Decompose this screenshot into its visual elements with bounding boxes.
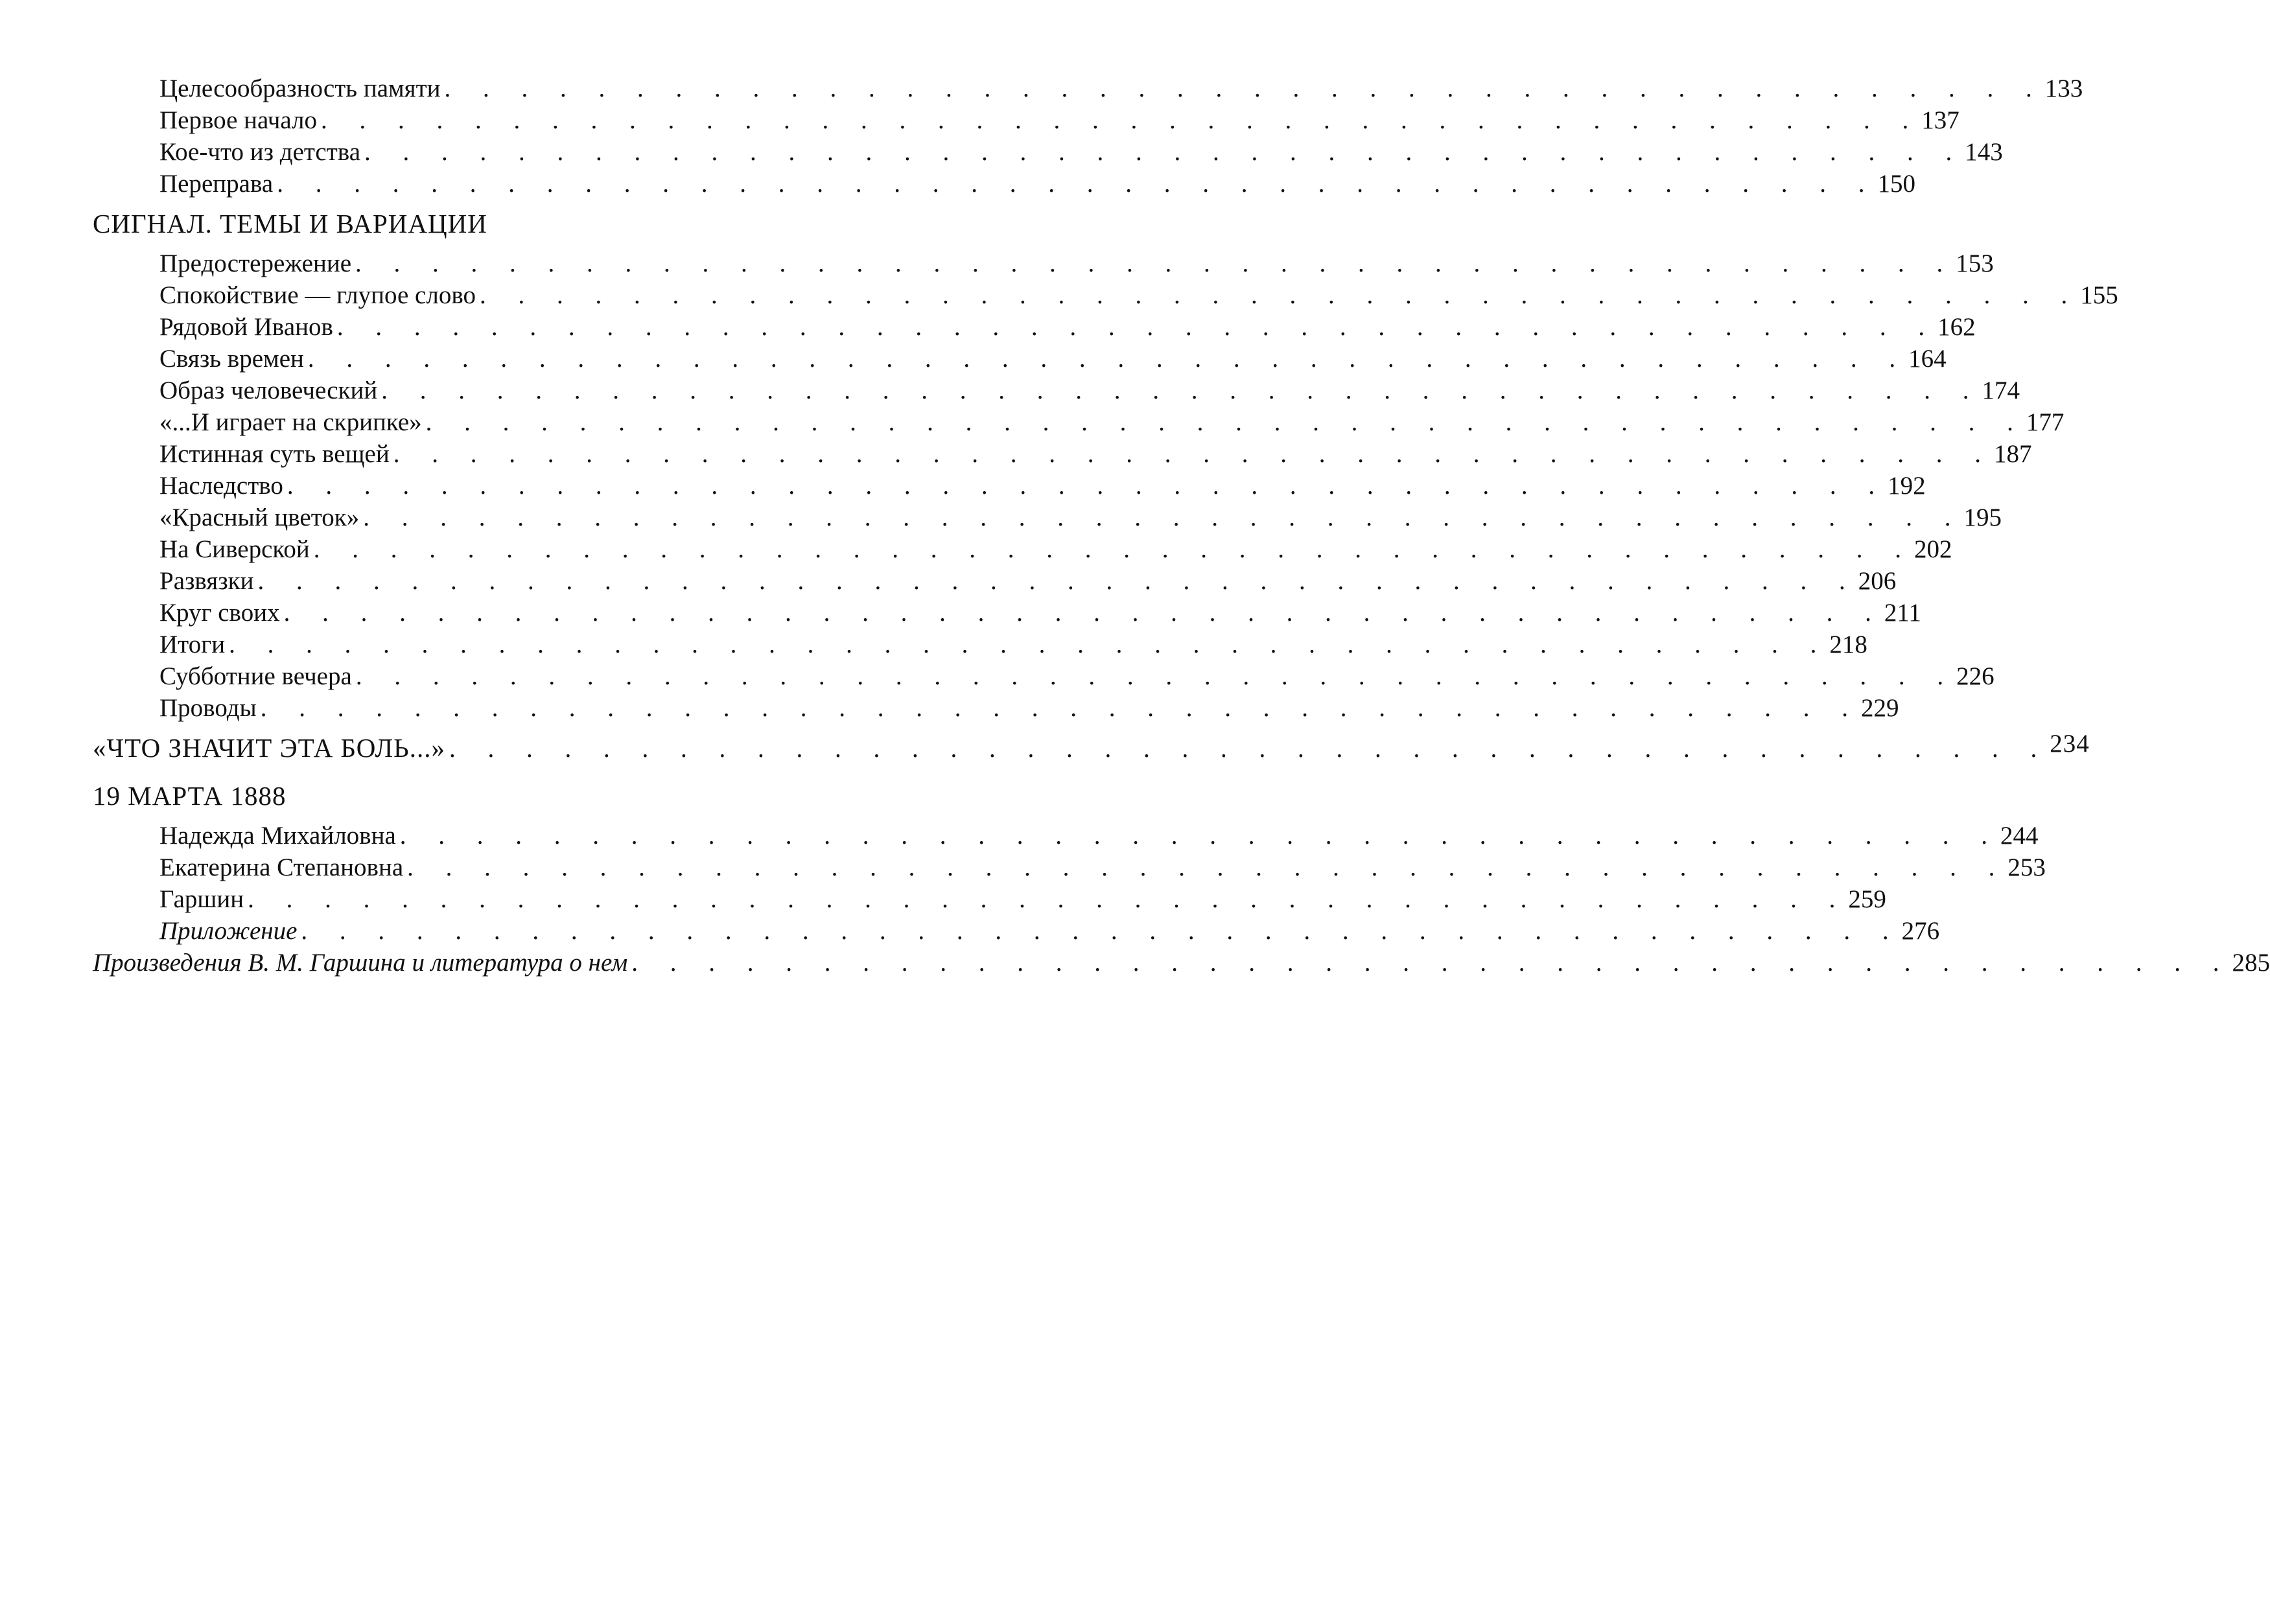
- toc-leader: . . . . . . . . . . . . . . . . . . . . . . . . . . . . . . . . . . . . . . . . . .: [381, 377, 1982, 404]
- toc-leader: . . . . . . . . . . . . . . . . . . . . . . . . . . . . . . . . . . . . . . . . . .: [631, 949, 2232, 977]
- toc-entry: [93, 597, 1921, 629]
- toc-page-number: 253: [2007, 853, 2046, 881]
- section-heading-title: СИГНАЛ. ТЕМЫ И ВАРИАЦИИ: [93, 209, 487, 238]
- toc-entry: [93, 660, 1995, 692]
- toc-entry-title: «Красный цветок»: [159, 504, 360, 531]
- toc-leader: . . . . . . . . . . . . . . . . . . . . . . . . . . . . . . . . . . . . . . . . . .: [355, 662, 1957, 690]
- toc-entry-title: На Сиверской: [159, 535, 310, 563]
- toc-entry-title: Итоги: [159, 631, 226, 658]
- toc-entry-title: Гаршин: [159, 885, 244, 913]
- toc-entry: [93, 438, 2032, 470]
- toc-page-number: 174: [1982, 377, 2020, 404]
- toc-leader: . . . . . . . . . . . . . . . . . . . . . . . . . . . . . . . . . . . . . . . . . .: [425, 408, 2026, 436]
- toc-page-number: 244: [2000, 822, 2039, 850]
- toc-entry: [93, 104, 1960, 136]
- toc-leader: . . . . . . . . . . . . . . . . . . . . . . . . . . . . . . . . . . . . . . . . . .: [444, 75, 2045, 102]
- toc-page-number: 202: [1914, 535, 1952, 563]
- toc-page-number: 234: [2050, 730, 2090, 758]
- toc-leader: . . . . . . . . . . . . . . . . . . . . . . . . . . . . . . . . . . . . . . . . . .: [399, 822, 2000, 850]
- toc-entry-title: Екатерина Степановна: [159, 853, 404, 881]
- toc-entry-title: Истинная суть вещей: [159, 440, 390, 468]
- toc-entry: [93, 820, 2039, 852]
- toc-entry-title: Круг своих: [159, 599, 280, 627]
- toc-leader: . . . . . . . . . . . . . . . . . . . . . . . . . . . . . . . . . . . . . . . . . .: [313, 535, 1915, 563]
- toc-entry-title: Наследство: [159, 472, 283, 500]
- toc-page-number: 195: [1963, 504, 2002, 531]
- toc-page-number: 218: [1829, 631, 1867, 658]
- toc-entry: [93, 279, 2118, 311]
- section-heading-title: 19 МАРТА 1888: [93, 781, 287, 811]
- toc-leader: . . . . . . . . . . . . . . . . . . . . . . . . . . . . . . . . . . . . . . . . . .: [257, 567, 1858, 595]
- toc-entry-title: Связь времен: [159, 345, 304, 373]
- toc-page-number: 155: [2080, 281, 2118, 309]
- section-heading: [93, 200, 994, 248]
- table-of-contents: [93, 73, 2270, 979]
- toc-leader: . . . . . . . . . . . . . . . . . . . . . . . . . . . . . . . . . . . . . . . . . .: [336, 313, 1938, 341]
- toc-entry-title: Субботние вечера: [159, 662, 352, 690]
- toc-entry: [93, 311, 1976, 343]
- toc-entry-title: «...И играет на скрипке»: [159, 408, 422, 436]
- toc-page-number: 137: [1921, 106, 1960, 134]
- toc-leader: . . . . . . . . . . . . . . . . . . . . . . . . . . . . . . . . . . . . . . . . . .: [277, 170, 1878, 198]
- toc-entry-title: Переправа: [159, 170, 274, 198]
- toc-entry-title: Приложение: [159, 917, 298, 945]
- toc-page-number: 162: [1937, 313, 1976, 341]
- toc-leader: . . . . . . . . . . . . . . . . . . . . . . . . . . . . . . . . . . . . . . . . . .: [355, 249, 1956, 277]
- toc-entry: [93, 406, 2065, 438]
- toc-leader: . . . . . . . . . . . . . . . . . . . . . . . . . . . . . . . . . . . . . . . . . .: [260, 694, 1861, 722]
- section-heading-title: «ЧТО ЗНАЧИТ ЭТА БОЛЬ...»: [93, 733, 445, 763]
- toc-entry: [93, 533, 1952, 565]
- toc-leader: . . . . . . . . . . . . . . . . . . . . . . . . . . . . . . . . . . . . . . . . . .: [393, 440, 1994, 468]
- toc-page-number: 143: [1965, 138, 2003, 166]
- toc-page-number: 285: [2232, 949, 2270, 977]
- toc-page-number: 259: [1848, 885, 1886, 913]
- toc-entry-title: Образ человеческий: [159, 377, 378, 404]
- toc-entry-title: Произведения В. М. Гаршина и литература о нем: [93, 949, 628, 977]
- toc-leader: . . . . . . . . . . . . . . . . . . . . . . . . . . . . . . . . . . . . . . . . . .: [283, 599, 1884, 627]
- toc-entry-title: Целесообразность памяти: [159, 75, 441, 102]
- toc-page-number: 187: [1993, 440, 2032, 468]
- toc-page-number: 206: [1858, 567, 1897, 595]
- toc-leader: . . . . . . . . . . . . . . . . . . . . . . . . . . . . . . . . . . . . . . . . . .: [364, 138, 1965, 166]
- toc-leader: . . . . . . . . . . . . . . . . . . . . . . . . . . . . . . . . . . . . . . . . . .: [407, 853, 2008, 881]
- toc-page-number: 150: [1877, 170, 1915, 198]
- toc-page-number: 133: [2044, 75, 2083, 102]
- toc-entry: [93, 470, 1926, 502]
- toc-page-number: 192: [1888, 472, 1926, 500]
- toc-entry: [93, 629, 1867, 660]
- toc-leader: . . . . . . . . . . . . . . . . . . . . . . . . . . . . . . . . . . . . . . . . . .: [301, 917, 1902, 945]
- toc-entry: [93, 852, 2046, 883]
- toc-entry: [93, 343, 1947, 375]
- toc-leader: . . . . . . . . . . . . . . . . . . . . . . . . . . . . . . . . . . . . . . . . . .: [287, 472, 1888, 500]
- toc-leader: . . . . . . . . . . . . . . . . . . . . . . . . . . . . . . . . . . . . . . . . . .: [248, 885, 1849, 913]
- toc-entry: [93, 375, 2020, 406]
- toc-entry-title: Предостережение: [159, 249, 352, 277]
- toc-entry: [93, 692, 1899, 724]
- toc-leader: . . . . . . . . . . . . . . . . . . . . . . . . . . . . . . . . . . . . . . . . . .: [307, 345, 1909, 373]
- toc-page-number: 211: [1884, 599, 1921, 627]
- toc-leader: . . . . . . . . . . . . . . . . . . . . . . . . . . . . . . . . . . . . . . . . . .: [363, 504, 1964, 531]
- toc-entry: [93, 883, 1886, 915]
- toc-entry-title: Надежда Михайловна: [159, 822, 396, 850]
- toc-page-number: 226: [1956, 662, 1995, 690]
- toc-entry: [93, 947, 2270, 979]
- toc-page-number: 276: [1901, 917, 1940, 945]
- toc-entry-title: Рядовой Иванов: [159, 313, 333, 341]
- toc-leader: . . . . . . . . . . . . . . . . . . . . . . . . . . . . . . . . . . . . . . . . . .: [229, 631, 1830, 658]
- toc-entry: [93, 168, 1915, 200]
- toc-leader: . . . . . . . . . . . . . . . . . . . . . . . . . . . . . . . . . . . . . . . . . .: [321, 106, 1922, 134]
- section-heading: [93, 772, 994, 820]
- toc-entry: [93, 915, 1940, 947]
- toc-page-number: 177: [2026, 408, 2065, 436]
- section-heading: [93, 724, 2090, 772]
- toc-entry-title: Проводы: [159, 694, 257, 722]
- toc-entry-title: Первое начало: [159, 106, 318, 134]
- toc-entry: [93, 73, 2083, 104]
- toc-leader: . . . . . . . . . . . . . . . . . . . . . . . . . . . . . . . . . . . . . . . . . .: [449, 735, 2050, 763]
- toc-entry-title: Кое-что из детства: [159, 138, 361, 166]
- toc-page-number: 164: [1908, 345, 1947, 373]
- toc-entry: [93, 565, 1897, 597]
- toc-entry: [93, 136, 2003, 168]
- toc-entry: [93, 502, 2002, 533]
- toc-page-number: 229: [1861, 694, 1899, 722]
- toc-entry-title: Спокойствие — глупое слово: [159, 281, 476, 309]
- toc-entry: [93, 248, 1994, 279]
- toc-leader: . . . . . . . . . . . . . . . . . . . . . . . . . . . . . . . . . . . . . . . . . .: [479, 281, 2081, 309]
- toc-entry-title: Развязки: [159, 567, 254, 595]
- toc-page-number: 153: [1956, 249, 1994, 277]
